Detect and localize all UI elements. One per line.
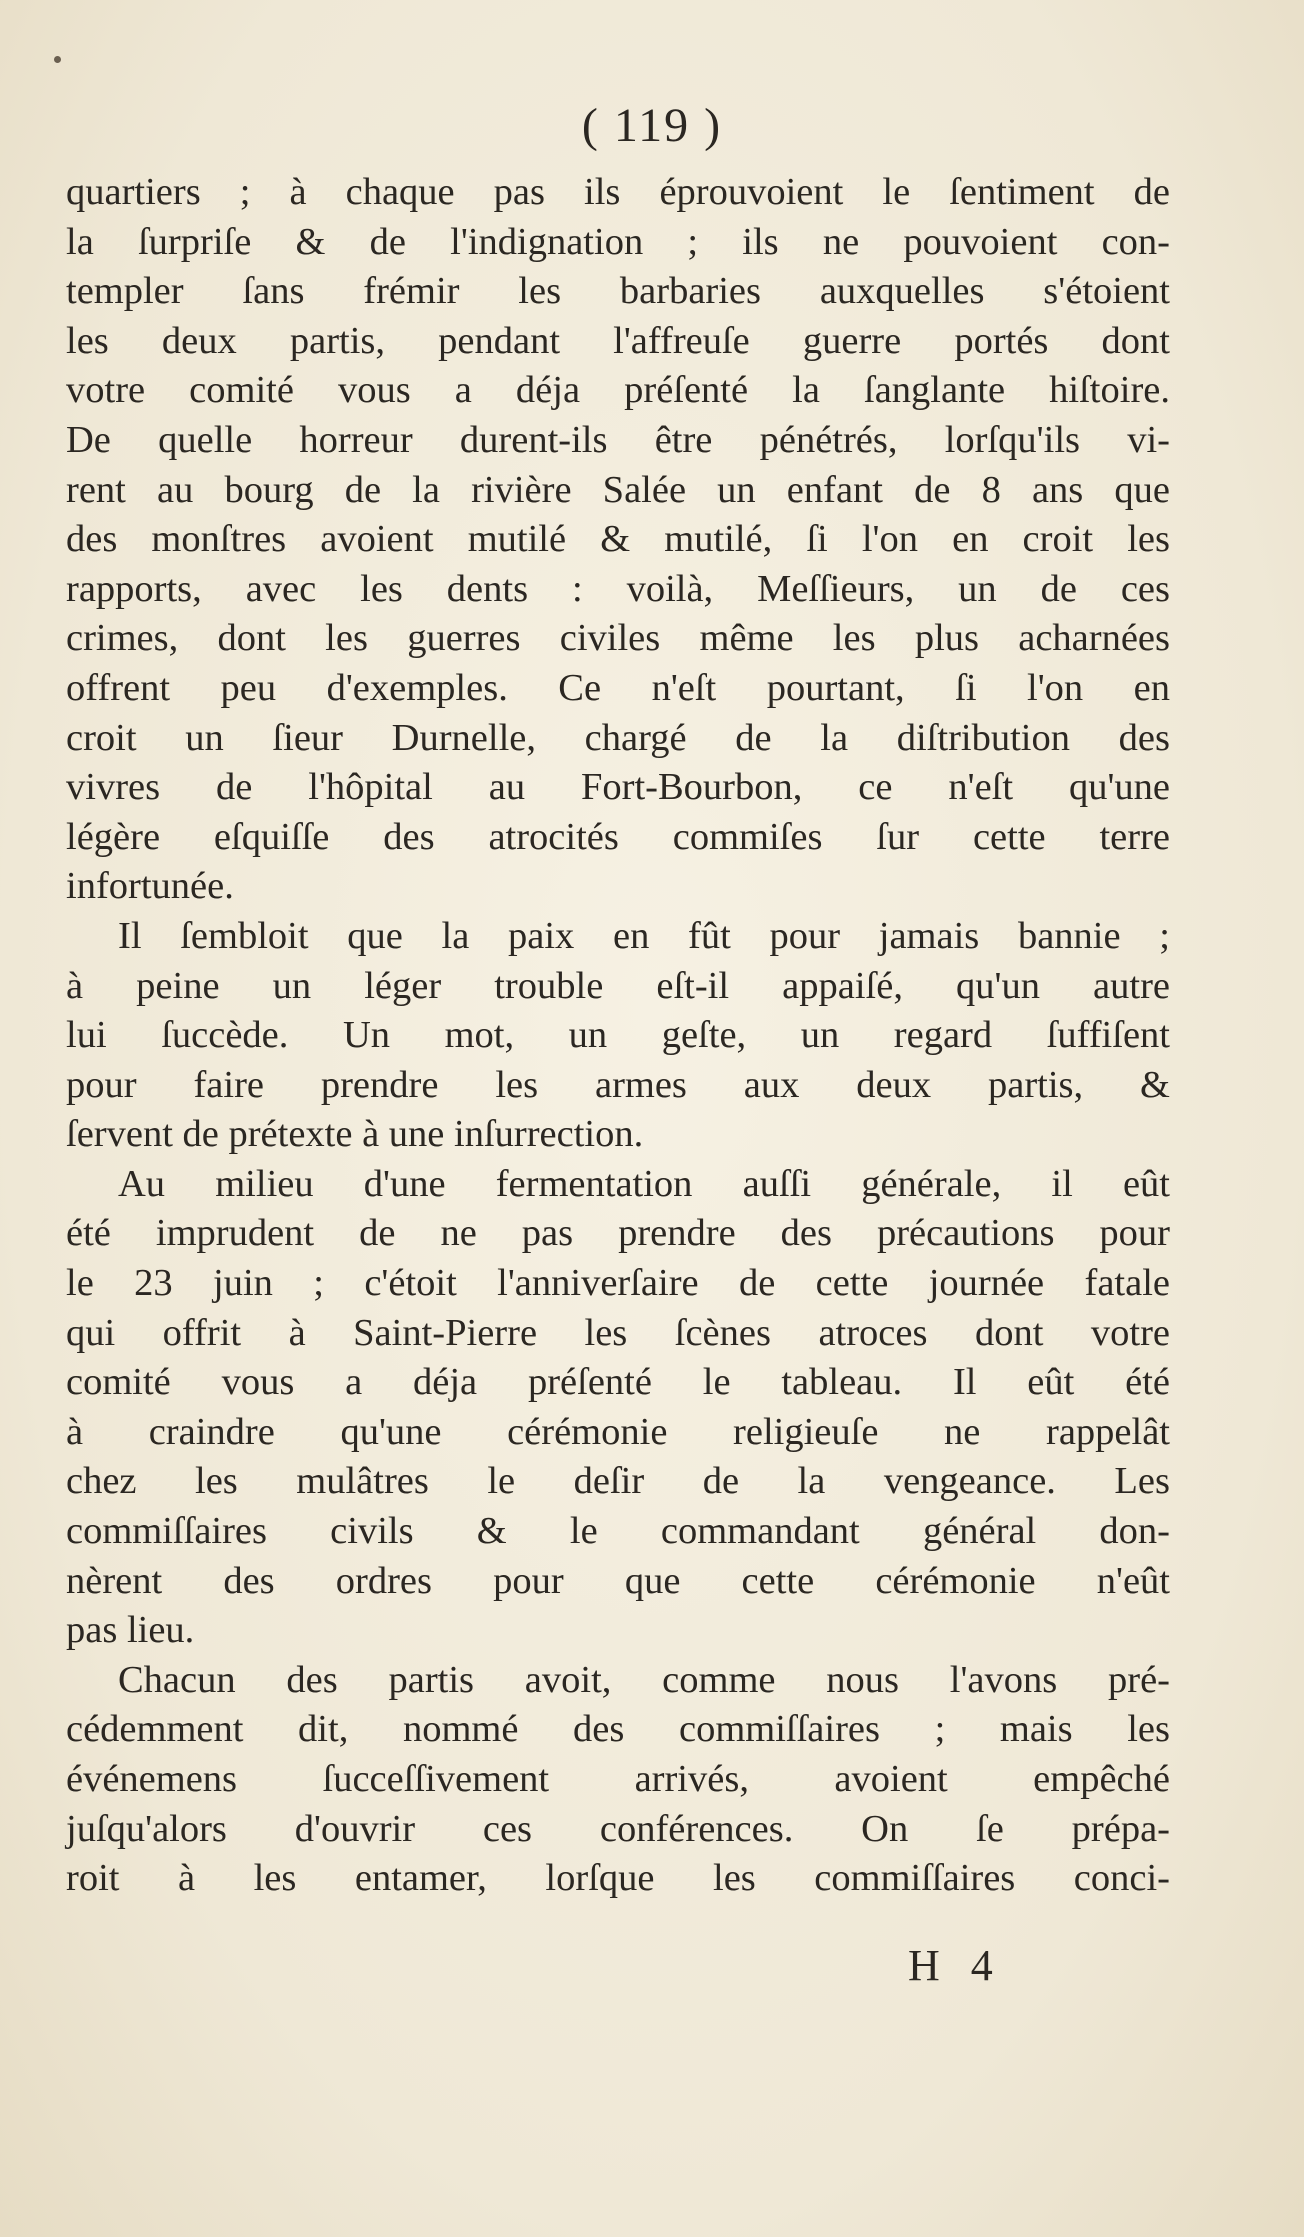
paragraph bbox=[66, 168, 1170, 912]
text-line: Chacun des partis avoit, comme nous l'avons pré- bbox=[118, 1658, 1170, 1701]
text-line: commiſſaires civils & le commandant général don- bbox=[66, 1510, 1170, 1553]
text-line: nèrent des ordres pour que cette cérémonie n'eût bbox=[66, 1559, 1170, 1602]
paragraph bbox=[66, 1656, 1170, 1904]
text-line: pour faire prendre les armes aux deux partis, & bbox=[66, 1063, 1170, 1106]
text-line: crimes, dont les guerres civiles même les plus acharnées bbox=[66, 617, 1170, 660]
signature-mark: H 4 bbox=[908, 1941, 1003, 1990]
text-line: juſqu'alors d'ouvrir ces conférences. On ſe prépa- bbox=[66, 1807, 1170, 1850]
text-line: infortunée. bbox=[66, 865, 234, 908]
body-text bbox=[66, 168, 1170, 1904]
text-line: Au milieu d'une fermentation auſſi générale, il eût bbox=[118, 1162, 1170, 1205]
text-line: ſervent de prétexte à une inſurrection. bbox=[66, 1113, 644, 1156]
page-number: ( 119 ) bbox=[581, 99, 723, 152]
text-line: le 23 juin ; c'étoit l'anniverſaire de cette journée fatale bbox=[66, 1262, 1170, 1305]
text-line: légère eſquiſſe des atrocités commiſes ſur cette terre bbox=[66, 815, 1170, 858]
text-line: offrent peu d'exemples. Ce n'eſt pourtant, ſi l'on en bbox=[66, 666, 1170, 709]
text-line: pas lieu. bbox=[66, 1609, 195, 1652]
text-line: rent au bourg de la rivière Salée un enfant de 8 ans que bbox=[66, 468, 1170, 511]
paragraph bbox=[66, 1160, 1170, 1656]
text-line: été imprudent de ne pas prendre des précautions pour bbox=[66, 1212, 1170, 1255]
text-line: cédemment dit, nommé des commiſſaires ; mais les bbox=[66, 1708, 1170, 1751]
text-line: rapports, avec les dents : voilà, Meſſieurs, un de ces bbox=[66, 567, 1170, 610]
text-line: événemens ſucceſſivement arrivés, avoient empêché bbox=[66, 1758, 1170, 1800]
text-line: croit un ſieur Durnelle, chargé de la diſtribution des bbox=[66, 716, 1170, 759]
text-line: quartiers ; à chaque pas ils éprouvoient le ſentiment de bbox=[66, 171, 1170, 213]
text-line: chez les mulâtres le deſir de la vengeance. Les bbox=[66, 1460, 1170, 1503]
text-line: les deux partis, pendant l'affreuſe guerre portés dont bbox=[66, 319, 1170, 362]
text-line: à craindre qu'une cérémonie religieuſe ne rappelât bbox=[66, 1410, 1170, 1453]
ink-spot bbox=[54, 56, 61, 63]
paragraph bbox=[66, 912, 1170, 1160]
text-line: De quelle horreur durent-ils être pénétrés, lorſqu'ils vi- bbox=[66, 418, 1170, 461]
text-line: qui offrit à Saint-Pierre les ſcènes atroces dont votre bbox=[66, 1311, 1170, 1354]
text-line: lui ſuccède. Un mot, un geſte, un regard ſuffiſent bbox=[66, 1014, 1170, 1057]
text-line: comité vous a déja préſenté le tableau. Il eût été bbox=[66, 1361, 1170, 1404]
text-line: roit à les entamer, lorſque les commiſſaires conci- bbox=[66, 1857, 1170, 1900]
text-line: templer ſans frémir les barbaries auxquelles s'étoient bbox=[66, 270, 1170, 313]
text-line: la ſurpriſe & de l'indignation ; ils ne pouvoient con- bbox=[66, 220, 1170, 263]
text-line: des monſtres avoient mutilé & mutilé, ſi l'on en croit les bbox=[66, 518, 1170, 561]
text-line: vivres de l'hôpital au Fort-Bourbon, ce n'eſt qu'une bbox=[66, 766, 1170, 809]
text-line: à peine un léger trouble eſt-il appaiſé, qu'un autre bbox=[66, 964, 1170, 1007]
text-line: Il ſembloit que la paix en fût pour jamais bannie ; bbox=[118, 914, 1170, 957]
text-line: votre comité vous a déja préſenté la ſanglante hiſtoire. bbox=[66, 369, 1170, 412]
